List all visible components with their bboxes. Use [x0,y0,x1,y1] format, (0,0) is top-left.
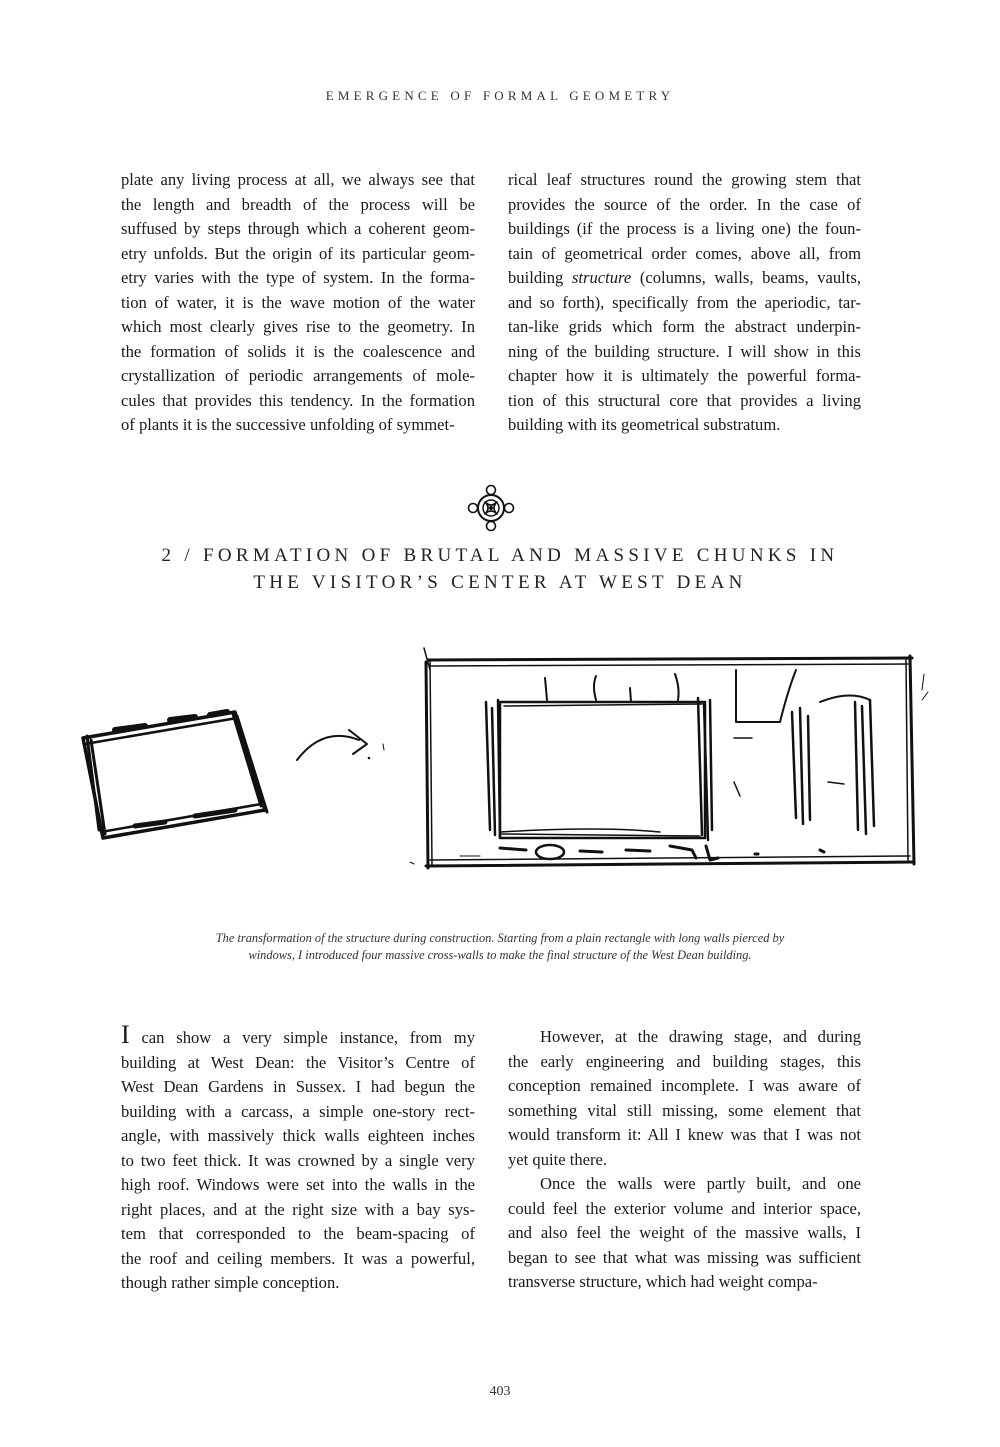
cross-walls-plan-sketch-icon [400,630,930,875]
text-line: something vital still missing, some element that [508,1100,861,1120]
text-line: to two feet thick. It was crowned by a single very [121,1150,475,1170]
section-heading-line-1: 2 / FORMATION OF BRUTAL AND MASSIVE CHUNKS IN [161,545,839,566]
text-line: which most clearly gives rise to the geometry. In [121,317,475,336]
text-segment: building [508,268,572,287]
text-line: the formation of solids it is the coalescence and [121,341,475,361]
text-line: building with its geometrical substratum. [508,415,781,434]
text-line: plate any living process at all, we always see that [121,170,475,189]
top-left-paragraph [121,168,475,438]
text-line: and so forth), specifically from the aperiodic, tar- [508,292,861,312]
text-line: However, at the drawing stage, and during [540,1027,861,1046]
bottom-left-paragraph [121,1020,475,1296]
text-line: tem that corresponded to the beam-spacing of [121,1224,475,1243]
text-line: and also feel the weight of the massive walls, I [508,1223,861,1242]
text-line: chapter how it is ultimately the powerful forma- [508,366,861,385]
text-line: though rather simple conception. [121,1273,340,1292]
top-left-column [121,168,475,438]
figure-caption [130,930,870,964]
text-line: building with a carcass, a simple one-story rect- [121,1101,475,1121]
arrow-sketch-icon [293,718,393,768]
text-line: transverse structure, which had weight compa- [508,1272,818,1291]
text-line: the length and breadth of the process will be [121,194,475,214]
text-line: provides the source of the order. In the case of [508,194,861,214]
text-line: tion of this structural core that provides a living [508,390,861,410]
text-line: the roof and ceiling members. It was a powerful, [121,1248,475,1268]
caption-line-2: windows, I introduced four massive cross-walls to make the final structure of the West Dean building. [248,948,752,962]
text-line: buildings (if the process is a living one) the foun- [508,219,861,238]
text-line: rical leaf structures round the growing stem that [508,170,861,189]
running-head: EMERGENCE OF FORMAL GEOMETRY [325,88,675,103]
first-line [121,1020,475,1051]
emphasis: structure [571,268,632,287]
text-line: could feel the exterior volume and interior space, [508,1198,861,1218]
bottom-right-column [508,1025,861,1295]
text-line: would transform it: All I knew was that I was not [508,1125,861,1144]
text-line: crystallization of periodic arrangements of mole- [121,366,475,385]
text-line: tain of geometrical order comes, above all, from [508,243,861,263]
celtic-knot-ornament-icon [466,483,516,533]
text-line: etry unfolds. But the origin of its particular geom- [121,243,475,263]
text-line: began to see that what was missing was sufficient [508,1247,861,1267]
text-line: West Dean Gardens in Sussex. I had begun the [121,1077,475,1096]
text-line: of plants it is the successive unfolding of symmet- [121,415,455,434]
caption-line-1: The transformation of the structure during construction. Starting from a plain rectangle with long walls pierced by [215,931,785,945]
text-line: etry varies with the type of system. In the forma- [121,268,475,287]
text-line: yet quite there. [508,1149,608,1169]
section-heading-line-2: THE VISITOR’S CENTER AT WEST DEAN [253,572,747,593]
text-line: suffused by steps through which a coherent geom- [121,219,475,238]
text-line: building at West Dean: the Visitor’s Centre of [121,1052,475,1072]
text-segment: (columns, walls, beams, vaults, [631,268,862,287]
text-line: tion of water, it is the wave motion of the water [121,292,475,312]
section-heading [0,542,1000,596]
bottom-right-paragraph-2 [508,1172,861,1295]
text-line: cules that provides this tendency. In the formation [121,390,475,410]
text-line [508,266,861,291]
text-line: angle, with massively thick walls eighteen inches [121,1126,475,1145]
bottom-right-paragraph-1 [508,1025,861,1172]
page-number: 403 [489,1384,511,1399]
text-line: tan-like grids which form the abstract underpin- [508,317,861,336]
plain-rectangle-sketch-icon [75,700,275,845]
first-line-text: can show a very simple instance, from my [129,1028,475,1047]
text-line: high roof. Windows were set into the walls in the [121,1175,475,1194]
drop-cap: I [121,1020,130,1049]
top-right-paragraph [508,168,861,438]
top-right-column [508,168,861,438]
text-line: Once the walls were partly built, and one [540,1174,861,1193]
text-line: conception remained incomplete. I was aware of [508,1076,861,1095]
text-line: ning of the building structure. I will show in this [508,341,861,361]
text-line: the early engineering and building stages, this [508,1051,861,1071]
bottom-left-column [121,1020,475,1296]
text-line: right places, and at the right size with a bay sys- [121,1199,475,1219]
